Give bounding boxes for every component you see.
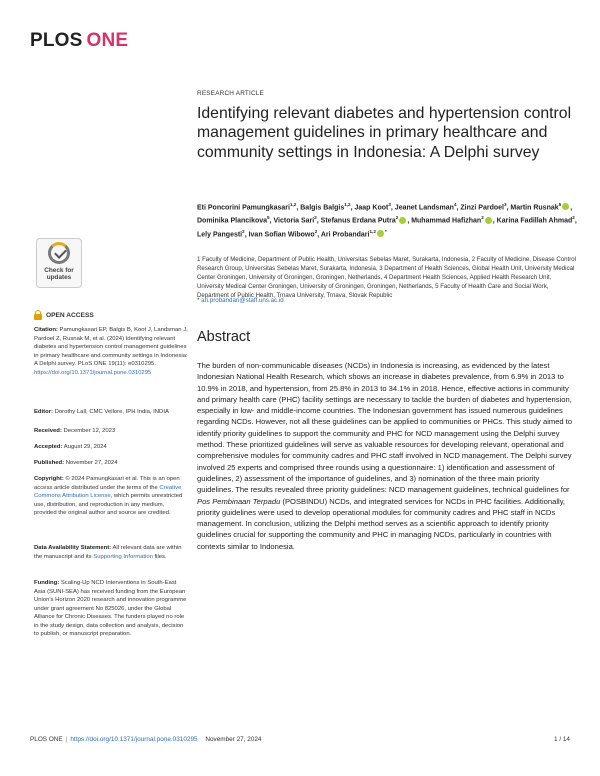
accepted-label: Accepted: bbox=[34, 444, 63, 450]
editor-text: Dorothy Lall, CMC Vellore, IPH India, INDIA bbox=[54, 409, 169, 415]
author-affil-sup: 2 bbox=[481, 215, 484, 221]
footer-doi-link[interactable]: https://doi.org/10.1371/journal.pone.0310295 bbox=[70, 736, 198, 743]
logo-plos: PLOS bbox=[30, 30, 83, 51]
author-name: Ivan Sofian Wibowo bbox=[248, 231, 315, 239]
check-updates-line2: updates bbox=[46, 274, 72, 281]
open-access-label bbox=[34, 310, 94, 320]
author-affil-sup: 2 bbox=[314, 228, 318, 234]
copyright-text-post: , which permits unrestricted use, distribution, and reproduction in any medium, provided the original author and source are credited. bbox=[34, 493, 183, 516]
published-label: Published: bbox=[34, 460, 65, 466]
abstract-italic: Pos Pembinaan Terpadu bbox=[197, 496, 281, 506]
author-name: Jaap Koot bbox=[354, 204, 389, 212]
author-affil-sup: 5 bbox=[267, 215, 270, 221]
footer-journal: PLOS ONE bbox=[30, 736, 63, 743]
received-block bbox=[34, 427, 188, 436]
abstract-body bbox=[197, 360, 577, 552]
data-availability-text-pre: All relevant data are within the manuscript and its bbox=[34, 545, 182, 560]
data-availability-label: Data Availability Statement: bbox=[34, 545, 112, 551]
email-link[interactable]: ari.probandari@staff.uns.ac.id bbox=[201, 297, 284, 304]
author-affil-sup: 3 bbox=[388, 202, 391, 207]
author-affil-sup: 1,2 bbox=[289, 202, 297, 207]
author-affil-sup: 2 bbox=[395, 215, 399, 221]
citation-text: Pamungkasari EP, Balgis B, Koot J, Landsman J, Pardoel Z, Rusnak M, et al. (2024) Identifying relevant diabetes and hypertension control management guidelines in primary healthcare and community settings in Indonesia: A Delphi survey. PLoS ONE 19(11): e0310295. bbox=[34, 327, 188, 367]
footer-date: November 27, 2024 bbox=[205, 736, 262, 743]
corresponding-email bbox=[197, 297, 577, 304]
footer-page-number: 1 / 14 bbox=[554, 736, 570, 743]
author-name: Lely Pangesti bbox=[197, 231, 243, 239]
check-updates-icon bbox=[48, 242, 70, 264]
check-for-updates-badge[interactable] bbox=[36, 238, 82, 288]
affiliations: 1 Faculty of Medicine, Department of Public Health, Universitas Sebelas Maret, Surakarta, Indonesia, 2 Faculty of Medicine, Disease Control Research Group, Universitas Sebelas Maret, Surakarta, Indonesia, 3 Department of Health Sciences, Global Health Unit, University Medical Center Groningen, University of Groningen, Groningen, Netherlands, 4 Department Health Sciences, Applied Health Research Unit, University Medical Center Groningen, University of Groningen, Groningen, Netherlands, 5 Faculty of Health Care and Social Work, Department of Public Health, Trnava University, Trnava, Slovak Republic bbox=[197, 256, 577, 299]
supporting-info-link[interactable]: Supporting Information bbox=[93, 553, 153, 560]
accepted-text: August 29, 2024 bbox=[63, 444, 107, 450]
published-text: November 27, 2024 bbox=[65, 460, 118, 466]
orcid-icon[interactable] bbox=[399, 217, 406, 224]
email-marker: * bbox=[197, 297, 200, 304]
copyright-text-pre: © 2024 Pamungkasari et al. This is an open access article distributed under the terms of the bbox=[34, 476, 180, 491]
author-affil-sup: 2 bbox=[242, 228, 245, 234]
author-name: Karina Fadillah Ahmad bbox=[496, 217, 573, 225]
footer-left: PLOS ONE | https://doi.org/10.1371/journal.pone.0310295 November 27, 2024 bbox=[30, 736, 262, 743]
author-affil-sup: 3 bbox=[503, 202, 507, 207]
author-name: Zinzi Pardoel bbox=[460, 204, 504, 212]
corresponding-marker: * bbox=[384, 228, 387, 234]
orcid-icon[interactable] bbox=[562, 203, 569, 210]
author-affil-sup: 2 bbox=[572, 215, 575, 221]
author-name: Eti Poncorini Pamungkasari bbox=[197, 204, 290, 212]
citation-doi-link[interactable]: https://doi.org/10.1371/journal.pone.0310295 bbox=[34, 369, 152, 376]
journal-logo bbox=[30, 30, 128, 52]
abstract-text-1: The burden of non-communicable diseases (NCDs) in Indonesia is increasing, as evidenced by the latest Indonesian National Health Research, which shows an increase in diabetes prevalence, from 6.9% in 2013 to 10.9% in 2018, and hypertension, from 25.8% in 2013 to 34.1% in 2018. Hence, effective actions in community and primary health care (PHC) facility settings are necessary to tackle the burden of diabetes and hypertension, especially in low- and middle-income countries. The Indonesian government has issued numerous guidelines regarding NCDs. However, not all these guidelines can be applied to communities or PHCs. This study aimed to identify priority guidelines to support the community and PHC for NCD management using the Delphi survey method. These prioritized guidelines will serve as valuable resources for developing relevant, operational and comprehensive modules for community cadres and PHC staff involved in NCD management. The Delphi survey involved 25 experts and comprised three rounds using a questionnaire: 1) identification and assessment of guidelines, 2) assessment of the importance of guidelines, and 3) nomination of the three main priority guidelines. The results revealed three priority guidelines: NCD management guidelines, technical guidelines for bbox=[197, 361, 573, 495]
author-name: Jeanet Landsman bbox=[394, 204, 454, 212]
copyright-label: Copyright: bbox=[34, 476, 64, 482]
author-affil-sup: 1,2 bbox=[344, 202, 351, 207]
author-name: Stefanus Erdana Putra bbox=[320, 217, 396, 225]
data-availability-block bbox=[34, 544, 188, 561]
citation-label: Citation: bbox=[34, 327, 58, 333]
published-block bbox=[34, 459, 188, 468]
cc-license-link[interactable]: Creative Commons Attribution License bbox=[34, 484, 182, 499]
funding-label: Funding: bbox=[34, 580, 60, 586]
open-lock-icon bbox=[34, 310, 42, 320]
accepted-block bbox=[34, 443, 188, 452]
orcid-icon[interactable] bbox=[485, 217, 492, 224]
abstract-text-2: (POSBINDU) NCDs, and integrated services for NCDs in PHC facilities. Additionally, priority guidelines were used to develop operational modules for community cadres and PHC staff in NCDs management. In conclusion, utilizing the Delphi method serves as a scientific approach to identify priority guidelines crucial for supporting the community and PHC in managing NCDs, particularly in countries with contexts similar to Indonesia. bbox=[197, 496, 566, 551]
editor-label: Editor: bbox=[34, 409, 53, 415]
received-text: December 12, 2023 bbox=[63, 428, 116, 434]
author-affil-sup: 2 bbox=[314, 215, 317, 221]
article-title: Identifying relevant diabetes and hypertension control management guidelines in primary healthcare and community settings in Indonesia: A Delphi survey bbox=[197, 105, 572, 161]
citation-block bbox=[34, 326, 188, 377]
author-name: Ari Probandari bbox=[320, 231, 370, 239]
article-type: RESEARCH ARTICLE bbox=[197, 90, 265, 97]
copyright-block bbox=[34, 475, 188, 518]
funding-block bbox=[34, 579, 188, 639]
author-name: Muhammad Hafizhan bbox=[411, 217, 482, 225]
author-name: Dominika Plancikova bbox=[197, 217, 268, 225]
author-name: Victoria Sari bbox=[273, 217, 315, 225]
check-updates-line1: Check for bbox=[44, 267, 74, 274]
open-access-text: OPEN ACCESS bbox=[46, 311, 94, 319]
author-name: Martin Rusnak bbox=[510, 204, 559, 212]
received-label: Received: bbox=[34, 428, 62, 434]
data-availability-text-post: files. bbox=[154, 553, 167, 560]
funding-text: Scaling-Up NCD Interventions in South-East Asia (SUNI-SEA) has received funding from the European Union's Horizon 2020 research and innovation programme under grant agreement No 825026, under the Global Alliance for Chronic Diseases. The funders played no role in the study design, data collection and analysis, decision to publish, or manuscript preparation. bbox=[34, 580, 187, 637]
orcid-icon[interactable] bbox=[377, 230, 384, 237]
editor-block bbox=[34, 408, 188, 417]
page-footer bbox=[30, 736, 570, 743]
logo-one: ONE bbox=[86, 30, 129, 51]
author-name: Balgis Balgis bbox=[300, 204, 345, 212]
author-list: Eti Poncorini Pamungkasari$^{1,2}$, Balgis Balgis$^{1,2}$, Jaap Koot$^3$, Jeanet Landsman$^4$, Zinzi Pardoel$^3$, Martin Rusnak$^5$ , Dominika Plancikova$^5$, Victoria Sari$^2$, Stefanus Erdana Putra$^2$ , Muhammad Hafizhan$^2$ , Karina Fadillah Ahmad$^2$, Lely Pangesti$^2$, Ivan Sofian Wibowo$^2$, Ari Probandari$^{1,2}$ * bbox=[197, 202, 577, 239]
abstract-heading: Abstract bbox=[197, 329, 251, 345]
author-affil-sup: 1,2 bbox=[369, 228, 376, 234]
author-affil-sup: 5 bbox=[558, 202, 562, 207]
check-updates-label bbox=[44, 267, 73, 281]
author-affil-sup: 4 bbox=[453, 202, 457, 207]
